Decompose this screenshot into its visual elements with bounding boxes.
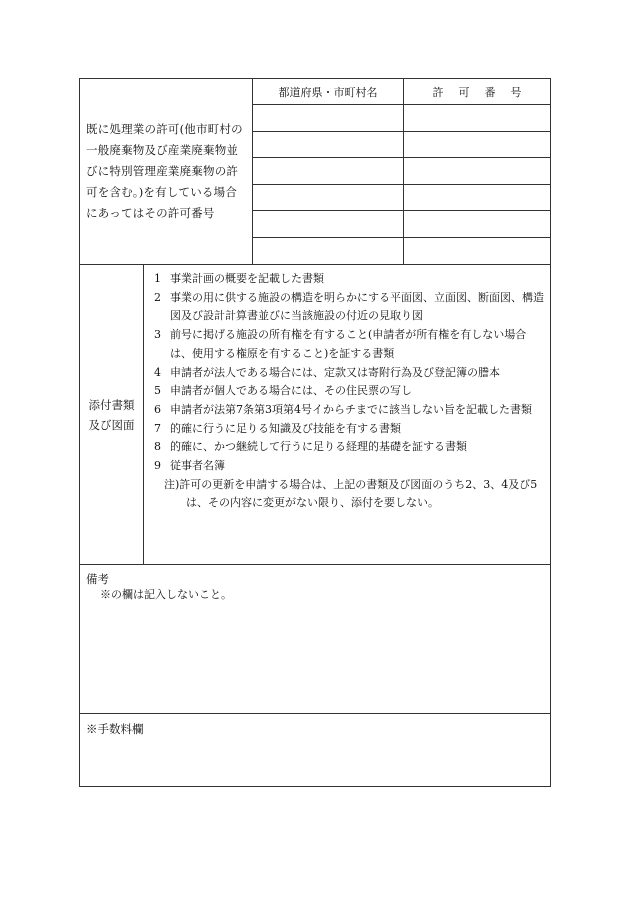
attachment-item [154,364,544,383]
application-form [79,78,551,787]
attachments-label-cell [80,265,144,564]
municipality-cell[interactable] [253,158,404,184]
existing-permit-label-cell [80,79,253,264]
attachment-item [154,326,544,363]
attachment-item-text: 従事者名簿 [170,459,225,473]
attachments-label-line2: 及び図面 [88,417,135,432]
attachment-item-number: 7 [154,421,161,435]
attachment-item [154,438,544,457]
remarks-section [80,565,550,714]
attachment-item-number: 6 [154,402,161,416]
attachment-item-number: 8 [154,440,161,454]
attachment-item-text: 事業計画の概要を記載した書類 [170,272,324,285]
attachment-item [154,401,544,420]
permit-number-cell[interactable] [404,105,550,131]
attachment-item-text: 的確に、かつ継続して行うに足りる経理的基礎を証する書類 [170,440,467,454]
attachment-item-number: 3 [154,328,161,342]
municipality-cell[interactable] [253,105,404,131]
attachments-label [89,395,135,435]
remarks-text: ※の欄は記入しないこと。 [100,588,232,601]
attachment-item-text: 前号に掲げる施設の所有権を有すること(申請者が所有権を有しない場合は、使用する権原を有すること)を証する書類 [170,328,527,360]
attachments-section [80,265,550,565]
attachment-item [154,289,544,326]
attachment-item-text: 事業の用に供する施設の構造を明らかにする平面図、立面図、断面図、構造図及び設計計算書並びに当該施設の付近の見取り図 [170,290,544,323]
attachment-item [154,457,544,476]
attachment-item [154,382,544,401]
municipality-cell[interactable] [253,185,404,211]
attachments-note: 注)許可の更新を申請する場合は、上記の書類及び図面のうち2、3、4及び5は、その内容に変更がない限り、添付を要しない。 [164,477,538,510]
attachment-item-number: 1 [154,272,161,285]
attachment-item [154,270,544,289]
permit-number-cell[interactable] [404,211,550,237]
attachment-item [154,420,544,439]
attachment-item-text: 的確に行うに足りる知識及び技能を有する書類 [170,421,401,435]
permit-number-header: 許可番号 [404,79,550,105]
attachments-label-line1: 添付書類 [88,397,135,412]
municipality-cell[interactable] [253,211,404,237]
permit-number-cell[interactable] [404,185,550,211]
permit-number-table [253,79,550,264]
municipality-cell[interactable] [253,238,404,264]
attachment-item-text: 申請者が法人である場合には、定款又は寄附行為及び登記簿の謄本 [170,365,500,379]
attachment-item-number: 4 [154,365,161,379]
remarks-title: 備考 [86,572,109,586]
municipality-header: 都道府県・市町村名 [253,79,404,105]
permit-number-cell[interactable] [404,238,550,264]
attachment-item-number: 9 [154,459,161,473]
municipality-cell[interactable] [253,132,404,158]
attachment-item-text: 申請者が個人である場合には、その住民票の写し [170,384,412,398]
permit-number-cell[interactable] [404,132,550,158]
attachment-item-number: 2 [154,290,161,304]
attachment-item-number: 5 [154,384,161,398]
fee-title: ※手数料欄 [86,722,144,736]
attachment-item-text: 申請者が法第7条第3項第4号イからチまでに該当しない旨を記載した書類 [170,402,532,416]
attachments-list [144,265,550,564]
existing-permit-label: 既に処理業の許可(他市町村の一般廃棄物及び産業廃棄物並びに特別管理産業廃棄物の許可を含む。)を有している場合にあってはその許可番号 [86,122,243,220]
existing-permit-section [80,79,550,265]
fee-section[interactable] [80,714,550,786]
permit-number-cell[interactable] [404,158,550,184]
